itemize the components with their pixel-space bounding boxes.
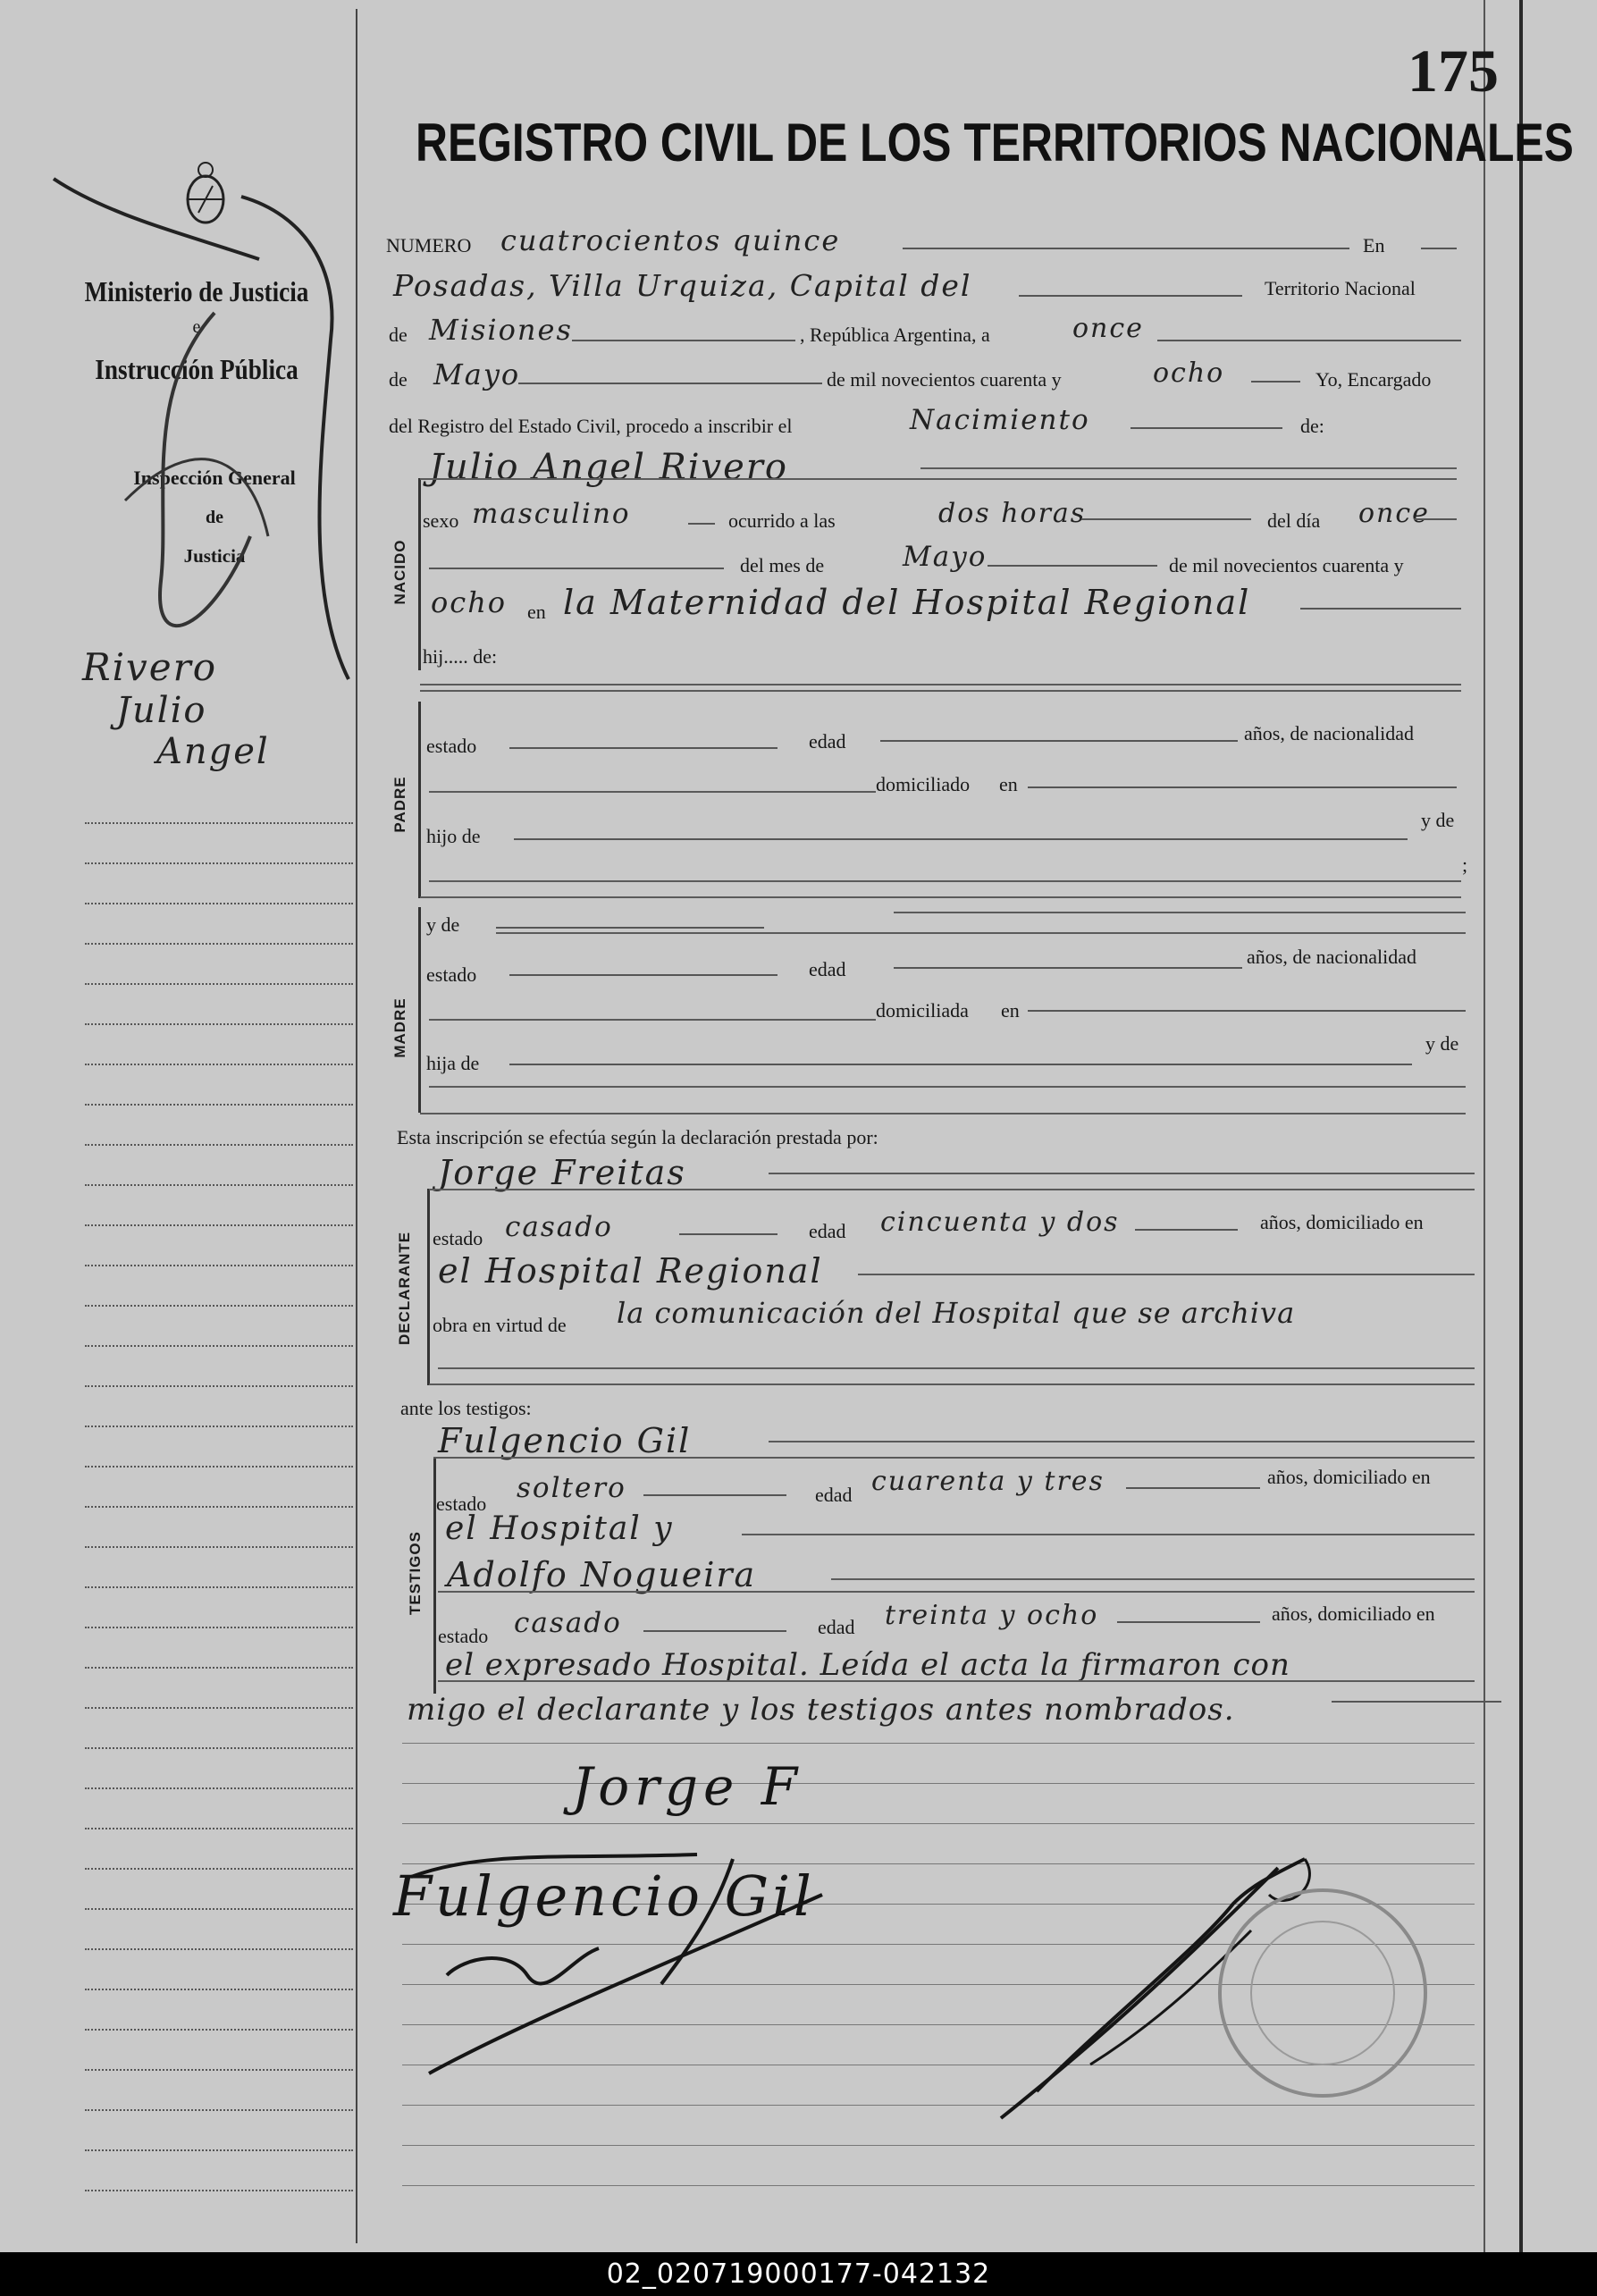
signature-strokes (393, 1841, 929, 2109)
testigo1-domicilio-value: el Hospital y (445, 1510, 674, 1547)
madre-y-de-label: y de (1425, 1032, 1459, 1055)
padre-y-de-label: y de (1421, 809, 1455, 831)
page-number: 175 (1408, 37, 1499, 105)
inspection-line3: Justicia (183, 545, 246, 567)
padre-domiciliado-label: domiciliado (876, 773, 971, 795)
month-value: Mayo (433, 357, 521, 391)
declarante-anos-label: años, domiciliado en (1260, 1211, 1424, 1233)
official-stamp (1206, 1877, 1439, 2109)
testigo2-estado-label: estado (438, 1625, 489, 1647)
testigo1-anos-label: años, domiciliado en (1267, 1466, 1431, 1488)
ministry-line2: e (192, 317, 201, 337)
padre-en-label: en (999, 773, 1018, 795)
madre-label: MADRE (391, 997, 408, 1058)
nacido-year-value: ocho (431, 585, 508, 619)
registro-text: del Registro del Estado Civil, procedo a inscribir el (389, 415, 793, 437)
declarante-domicilio-value: el Hospital Regional (438, 1251, 823, 1291)
nacido-en-label: en (527, 601, 546, 623)
padre-bracket (418, 702, 421, 898)
ocurrido-label: ocurrido a las (728, 509, 836, 532)
binding-edge (1519, 0, 1523, 2252)
year-value: ocho (1153, 357, 1225, 389)
testigo2-estado-value: casado (514, 1607, 622, 1639)
padre-estado-label: estado (426, 735, 477, 757)
nacido-bracket (418, 478, 421, 670)
de-label: de (389, 324, 408, 346)
padre-semicolon: ; (1462, 854, 1468, 876)
testigo1-estado-label: estado (436, 1493, 487, 1515)
testigo2-edad-value: treinta y ocho (885, 1600, 1099, 1631)
territory-value: Misiones (429, 313, 573, 347)
declarante-estado-label: estado (433, 1227, 483, 1249)
ministry-line3: Instrucción Pública (95, 353, 298, 385)
declarante-edad-label: edad (809, 1220, 846, 1242)
declarante-name: Jorge Freitas (438, 1153, 686, 1192)
image-footer: 02_020719000177-042132 (0, 2252, 1597, 2296)
yo-label: Yo, Encargado (1315, 368, 1432, 391)
act-value: Nacimiento (910, 404, 1090, 436)
padre-hijo-de-label: hijo de (426, 825, 481, 847)
signature-testigo1: Fulgencio Gil (393, 1863, 815, 1929)
padre-anos-label: años, de nacionalidad (1244, 722, 1414, 744)
testigo1-name: Fulgencio Gil (438, 1421, 692, 1460)
sexo-label: sexo (423, 509, 459, 532)
de2-label: de (389, 368, 408, 391)
madre-hija-de-label: hija de (426, 1052, 480, 1074)
obra-label: obra en virtud de (433, 1314, 567, 1336)
testigo1-edad-label: edad (815, 1484, 853, 1506)
padre-label: PADRE (391, 776, 408, 833)
padre-edad-label: edad (809, 730, 846, 753)
margin-second-name: Angel (156, 731, 270, 772)
declarante-bracket (427, 1189, 430, 1385)
inspection-line2: de (206, 508, 223, 527)
year-text: de mil novecientos cuarenta y (827, 368, 1062, 391)
right-border (1484, 0, 1485, 2252)
madre-en-label: en (1001, 999, 1020, 1022)
hora-value: dos horas (938, 498, 1087, 529)
madre-y-de-top: y de (426, 913, 460, 936)
hijo-label: hij..... de: (423, 645, 498, 668)
numero-value: cuatrocientos quince (500, 223, 841, 257)
madre-domiciliada-label: domiciliada (876, 999, 969, 1022)
nacido-year-text: de mil novecientos cuarenta y (1169, 554, 1404, 576)
inspection-line1: Inspección General (133, 467, 296, 489)
closing-line1: el expresado Hospital. Leída el acta la firmaron con (445, 1647, 1290, 1683)
dia-value: once (1358, 498, 1430, 529)
testigo2-anos-label: años, domiciliado en (1272, 1602, 1435, 1625)
place-value: Posadas, Villa Urquiza, Capital del (393, 268, 972, 303)
madre-anos-label: años, de nacionalidad (1247, 946, 1416, 968)
signature-declarante: Jorge F (572, 1756, 803, 1817)
obra-value: la comunicación del Hospital que se archiva (617, 1296, 1296, 1330)
margin-first-name: Julio (116, 690, 207, 731)
page-title: REGISTRO CIVIL DE LOS TERRITORIOS NACIONALES (416, 113, 1574, 172)
testigos-label: TESTIGOS (407, 1531, 424, 1615)
del-mes-label: del mes de (740, 554, 825, 576)
declaracion-text: Esta inscripción se efectúa según la declaración prestada por: (397, 1126, 878, 1148)
nacido-label: NACIDO (391, 539, 408, 605)
testigo1-edad-value: cuarenta y tres (871, 1466, 1105, 1497)
lugar-value: la Maternidad del Hospital Regional (563, 583, 1251, 622)
madre-estado-label: estado (426, 963, 477, 986)
de-colon-label: de: (1300, 415, 1324, 437)
territorio-label: Territorio Nacional (1265, 277, 1416, 299)
testigo2-edad-label: edad (818, 1616, 855, 1638)
testigo2-name: Adolfo Nogueira (447, 1555, 757, 1594)
en-label: En (1363, 234, 1385, 257)
margin-surname: Rivero (82, 645, 218, 689)
republica-label: , República Argentina, a (800, 324, 990, 346)
del-dia-label: del día (1267, 509, 1321, 532)
numero-label: NUMERO (386, 234, 472, 257)
madre-bracket (418, 907, 421, 1113)
declarante-label: DECLARANTE (396, 1231, 413, 1345)
testigo1-estado-value: soltero (517, 1472, 626, 1504)
declarante-edad-value: cincuenta y dos (880, 1207, 1120, 1238)
ministry-line1: Ministerio de Justicia (84, 275, 309, 307)
sexo-value: masculino (472, 498, 631, 530)
declarante-estado-value: casado (505, 1211, 613, 1243)
closing-line2: migo el declarante y los testigos antes nombrados. (407, 1692, 1235, 1728)
day-value: once (1072, 313, 1144, 344)
testigos-text: ante los testigos: (400, 1397, 532, 1419)
nacido-name: Julio Angel Rivero (429, 447, 788, 488)
mes-value: Mayo (903, 541, 988, 573)
madre-edad-label: edad (809, 958, 846, 980)
